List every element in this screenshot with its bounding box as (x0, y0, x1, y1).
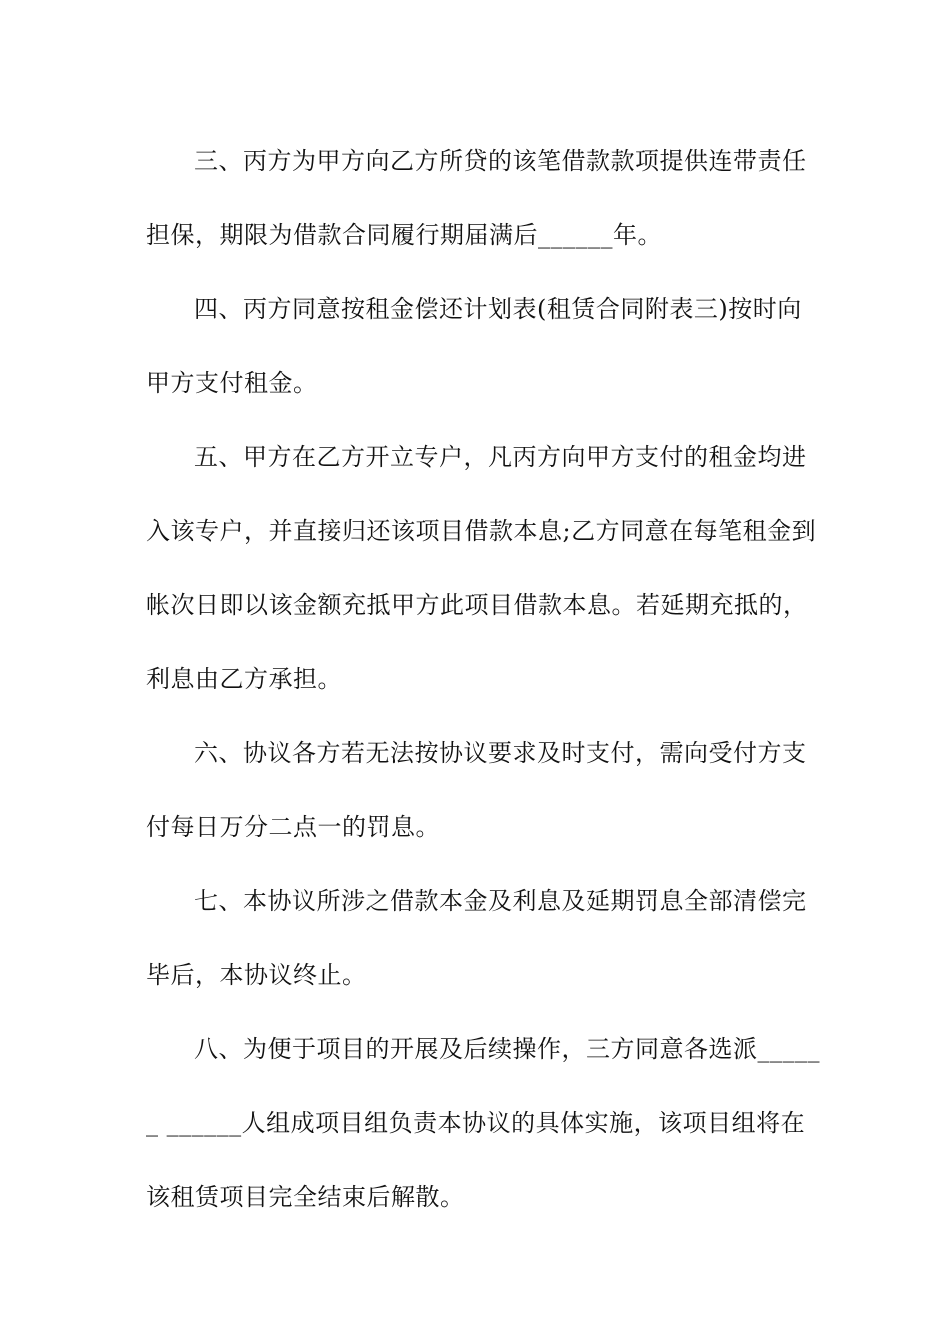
clause-5-line-2: 入该专户，并直接归还该项目借款本息;乙方同意在每笔租金到 (146, 517, 817, 545)
clause-6-line-1: 六、协议各方若无法按协议要求及时支付，需向受付方支 (194, 739, 807, 767)
clause-4-line-1: 四、丙方同意按租金偿还计划表(租赁合同附表三)按时向 (194, 295, 802, 323)
clause-6 (146, 716, 806, 864)
document-body (146, 124, 820, 1234)
clause-6-line-2: 付每日万分二点一的罚息。 (146, 813, 440, 841)
clause-5-line-1: 五、甲方在乙方开立专户，凡丙方向甲方支付的租金均进 (194, 443, 807, 471)
clause-7-line-2: 毕后，本协议终止。 (146, 961, 367, 989)
clause-8-line-3: 该租赁项目完全结束后解散。 (146, 1183, 465, 1211)
clause-3 (146, 124, 806, 272)
clause-7 (146, 864, 806, 1012)
clause-5-line-4: 利息由乙方承担。 (146, 665, 342, 693)
clause-4-line-2: 甲方支付租金。 (146, 369, 318, 397)
clause-8-line-2: _ ______人组成项目组负责本协议的具体实施，该项目组将在 (146, 1109, 806, 1137)
clause-7-line-1: 七、本协议所涉之借款本金及利息及延期罚息全部清偿完 (194, 887, 807, 915)
clause-4 (146, 272, 806, 420)
clause-8 (146, 1012, 820, 1234)
clause-5 (146, 420, 817, 716)
clause-3-line-2: 担保，期限为借款合同履行期届满后______年。 (146, 221, 662, 249)
clause-8-line-1: 八、为便于项目的开展及后续操作，三方同意各选派_____ (194, 1035, 820, 1063)
clause-5-line-3: 帐次日即以该金额充抵甲方此项目借款本息。若延期充抵的， (146, 591, 808, 619)
clause-3-line-1: 三、丙方为甲方向乙方所贷的该笔借款款项提供连带责任 (194, 147, 807, 175)
